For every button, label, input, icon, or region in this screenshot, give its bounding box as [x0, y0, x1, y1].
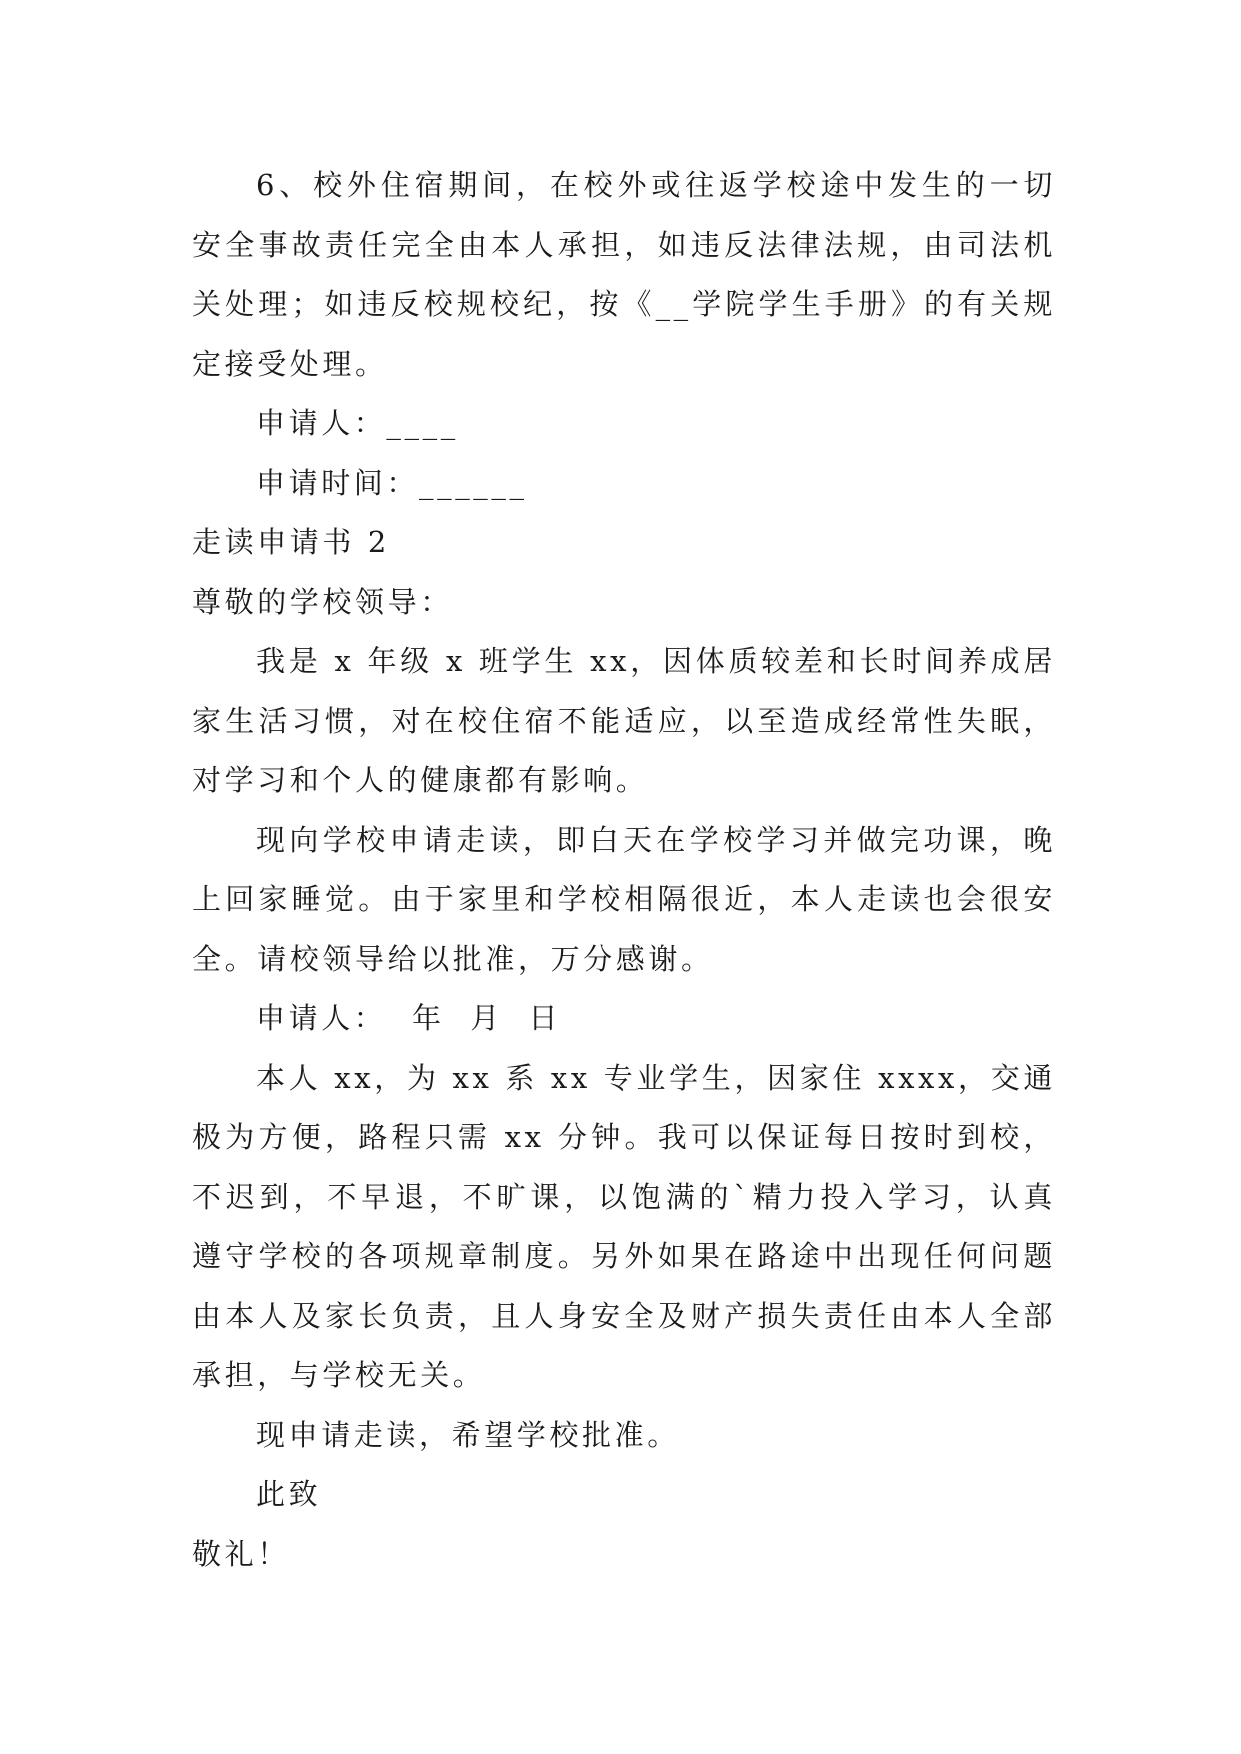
application-date-line: 申请时间：______ [256, 465, 528, 500]
closing-jingli: 敬礼！ [192, 1536, 290, 1571]
section-title: 走读申请书 2 [192, 525, 390, 559]
paragraph-rule-6: 6、校外住宿期间，在校外或往返学校途中发生的一切安全事故责任完全由本人承担，如违反法律法规，由司法机关处理；如违反校规校纪，按《__学院学生手册》的有关规定接受处理。 [192, 168, 1056, 381]
paragraph-final-request: 现申请走读，希望学校批准。 [256, 1417, 680, 1452]
closing-cizhi: 此致 [256, 1477, 322, 1511]
paragraph-reason: 我是 x 年级 x 班学生 xx，因体质较差和长时间养成居家生活习惯，对在校住宿不能适应，以至造成经常性失眠，对学习和个人的健康都有影响。 [192, 644, 1056, 797]
applicant-date-line: 申请人： 年 月 日 [256, 1001, 562, 1035]
paragraph-request: 现向学校申请走读，即白天在学校学习并做完功课，晚上回家睡觉。由于家里和学校相隔很近，本人走读也会很安全。请校领导给以批准，万分感谢。 [192, 822, 1056, 976]
document-page [192, 156, 1056, 1584]
salutation: 尊敬的学校领导： [192, 584, 453, 619]
paragraph-commitment: 本人 xx，为 xx 系 xx 专业学生，因家住 xxxx，交通极为方便，路程只需 xx 分钟。我可以保证每日按时到校，不迟到，不早退，不旷课，以饱满的`精力投入学习，认真遵守学校的各项规章制度。另外如果在路途中出现任何问题由本人及家长负责，且人身安全及财产损失责任由本人全部承担，与学校无关。 [192, 1060, 1056, 1392]
applicant-signature-line: 申请人：____ [256, 406, 459, 440]
